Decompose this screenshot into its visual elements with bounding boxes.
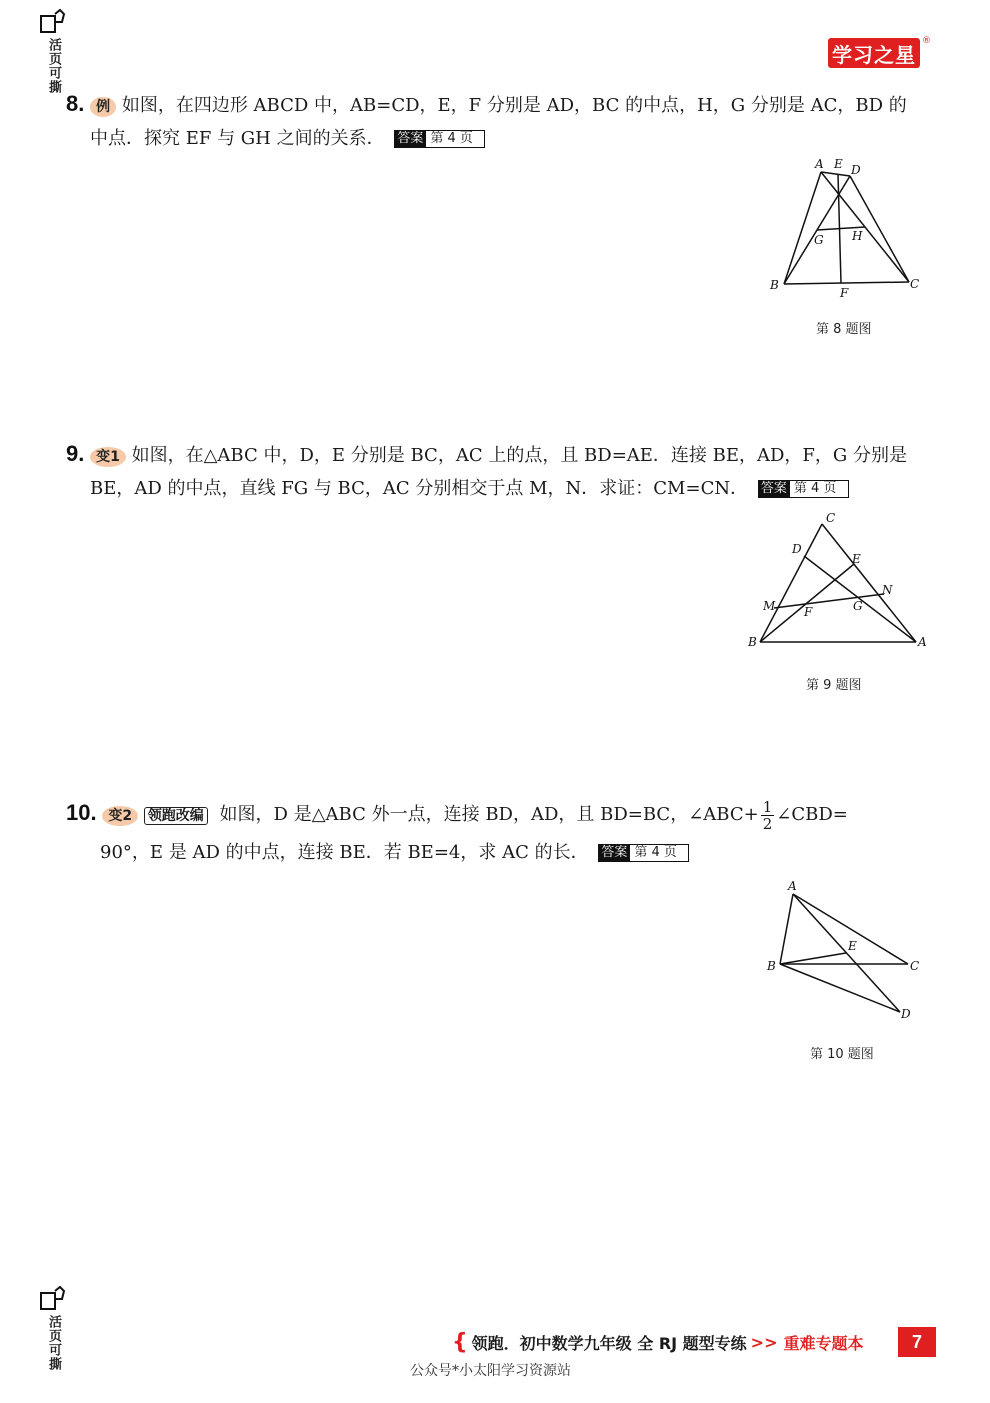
figure-9 — [744, 506, 934, 656]
watermark: 公众号*小太阳学习资源站 — [410, 1363, 571, 1379]
label-B: B — [767, 959, 776, 973]
figure-10-caption: 第 10 题图 — [810, 1047, 874, 1062]
fraction-denominator: 2 — [762, 814, 773, 833]
label-B: B — [770, 278, 779, 292]
label-G: G — [814, 233, 824, 247]
page-number: 7 — [898, 1327, 936, 1357]
label-A: A — [918, 635, 927, 649]
label-E: E — [852, 552, 861, 566]
edge-AD — [821, 172, 850, 176]
label-M: M — [763, 599, 776, 613]
question-text-line2: 中点．探究 EF 与 GH 之间的关系． — [90, 128, 385, 149]
answer-label: 答案 — [758, 480, 790, 498]
side-tab-top — [38, 8, 68, 94]
edge-CB — [760, 524, 822, 642]
question-text-line2: BE，AD 的中点，直线 FG 与 BC，AC 分别相交于点 M，N．求证：CM=CN． — [90, 478, 749, 499]
question-tag: 例 — [90, 97, 116, 117]
segment-AD — [793, 894, 900, 1012]
label-F: F — [840, 286, 849, 300]
footer-bar — [452, 1330, 864, 1355]
question-tag: 变2 — [102, 806, 138, 826]
figure-9-caption: 第 9 题图 — [806, 678, 862, 693]
question-text-line1: 如图，在四边形 ABCD 中，AB=CD，E，F 分别是 AD，BC 的中点，H，G 分别是 AC，BD 的 — [121, 95, 907, 116]
label-A: A — [815, 157, 824, 171]
segment-BD — [780, 964, 900, 1012]
figure-8 — [760, 152, 930, 302]
question-text-line1b: ∠CBD= — [776, 804, 848, 825]
tear-hand-icon — [38, 8, 68, 36]
label-B: B — [748, 635, 757, 649]
fraction-numerator: 1 — [762, 797, 773, 816]
side-tab-label: 活页可撕 — [46, 38, 61, 94]
question-8 — [66, 88, 907, 155]
label-D: D — [792, 542, 802, 556]
label-C: C — [910, 277, 920, 291]
brand-logo: 学习之星 — [828, 38, 920, 68]
answer-reference — [758, 480, 849, 498]
line-MN — [774, 594, 884, 608]
side-tab-bottom — [38, 1285, 68, 1371]
edge-CA — [822, 524, 916, 642]
label-F: F — [804, 605, 813, 619]
question-text-line2: 90°，E 是 AD 的中点，连接 BE．若 BE=4，求 AC 的长． — [100, 842, 589, 863]
figure-8-caption: 第 8 题图 — [816, 322, 872, 337]
brand-reg-mark: ® — [922, 36, 931, 46]
answer-label: 答案 — [394, 130, 426, 148]
footer-book-title: 重难专题本 — [783, 1334, 864, 1353]
label-C: C — [826, 511, 836, 525]
edge-AB — [780, 894, 793, 964]
label-D: D — [851, 163, 861, 177]
answer-page: 第 4 页 — [790, 480, 849, 498]
answer-reference — [394, 130, 485, 148]
segment-BE — [780, 953, 846, 964]
question-text-line1: 如图，在△ABC 中，D，E 分别是 BC，AC 上的点，且 BD=AE．连接 BE，AD，F，G 分别是 — [131, 445, 908, 466]
edge-AB — [784, 172, 821, 284]
source-box-tag: 领跑改编 — [144, 807, 208, 825]
label-C: C — [910, 959, 920, 973]
tear-hand-icon — [38, 1285, 68, 1313]
footer-arrow: >> — [750, 1333, 778, 1352]
answer-page: 第 4 页 — [426, 130, 485, 148]
answer-reference — [598, 844, 689, 862]
question-number: 9. — [66, 441, 85, 466]
label-E: E — [834, 157, 843, 171]
label-D: D — [901, 1007, 911, 1021]
figure-10 — [762, 876, 932, 1026]
answer-page: 第 4 页 — [630, 844, 689, 862]
label-H: H — [852, 229, 863, 243]
fraction-half — [761, 799, 775, 832]
question-number: 8. — [66, 91, 85, 116]
question-text-line1a: 如图，D 是△ABC 外一点，连接 BD，AD，且 BD=BC，∠ABC+ — [219, 804, 759, 825]
answer-label: 答案 — [598, 844, 630, 862]
label-N: N — [882, 583, 893, 597]
edge-BC — [784, 282, 909, 284]
question-9 — [66, 438, 907, 505]
label-G: G — [853, 599, 863, 613]
footer-series: 领跑．初中数学九年级 全 RJ 题型专练 — [471, 1334, 747, 1353]
label-A: A — [788, 879, 797, 893]
label-E: E — [848, 939, 857, 953]
question-number: 10. — [66, 800, 97, 825]
edge-AC — [793, 894, 908, 964]
question-10 — [66, 794, 848, 869]
question-tag: 变1 — [90, 447, 126, 467]
side-tab-label: 活页可撕 — [46, 1315, 61, 1371]
footer-brace-icon: { — [452, 1330, 468, 1355]
